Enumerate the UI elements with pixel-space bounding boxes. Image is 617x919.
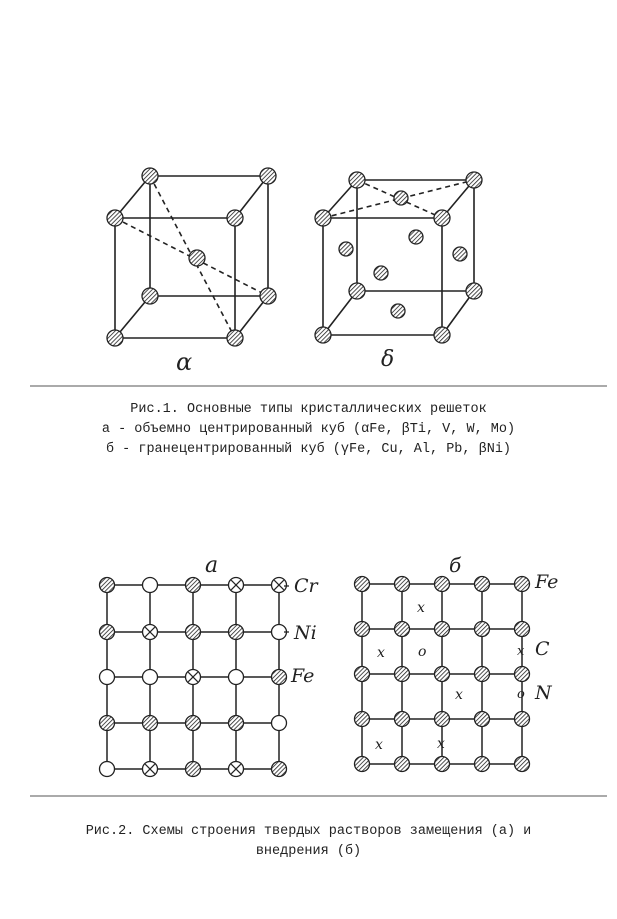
atom-fe bbox=[515, 622, 530, 637]
atom-fe bbox=[435, 667, 450, 682]
atom-fe bbox=[395, 712, 410, 727]
atom-fe bbox=[515, 667, 530, 682]
figure1-caption bbox=[0, 400, 617, 460]
atom-fe bbox=[229, 625, 244, 640]
atom-ni bbox=[143, 578, 158, 593]
interstitial-c-mark: x bbox=[517, 644, 525, 659]
grid-a-label-cr: Cr bbox=[294, 575, 318, 597]
atom-ni bbox=[229, 670, 244, 685]
interstitial-n-mark: o bbox=[418, 644, 427, 660]
atom-ni bbox=[100, 670, 115, 685]
atom-fe bbox=[475, 757, 490, 772]
atom-fe bbox=[515, 757, 530, 772]
interstitial-c-mark: x bbox=[417, 600, 425, 616]
atom-fe bbox=[186, 578, 201, 593]
figure1-caption-line-3: б - гранецентрированный куб (γFe, Cu, Al, Pb, βNi) bbox=[105, 442, 512, 457]
grid-a-label-ni: Ni bbox=[294, 622, 317, 644]
atom-fe bbox=[355, 757, 370, 772]
figure2-label-b: б bbox=[449, 553, 462, 577]
atom-fe bbox=[355, 577, 370, 592]
grid-b-label-c: C bbox=[535, 638, 550, 660]
atom-fe bbox=[100, 716, 115, 731]
atom-fe bbox=[395, 667, 410, 682]
atom-fe bbox=[100, 578, 115, 593]
interstitial-c-mark: x bbox=[455, 687, 463, 703]
atom-fe bbox=[515, 712, 530, 727]
atom-fe bbox=[229, 716, 244, 731]
atom-fe bbox=[435, 712, 450, 727]
atom-fe bbox=[186, 762, 201, 777]
atom-fe bbox=[475, 712, 490, 727]
atom-fe bbox=[272, 670, 287, 685]
fcc-atoms bbox=[315, 172, 482, 343]
figure2-caption-line-2: внедрения (б) bbox=[255, 844, 362, 859]
atom-fe bbox=[186, 716, 201, 731]
grid-b-label-n: N bbox=[535, 682, 552, 704]
interstitial-c-mark: x bbox=[437, 736, 445, 752]
atom-ni bbox=[100, 762, 115, 777]
atom-fe bbox=[435, 622, 450, 637]
atom-fe bbox=[395, 577, 410, 592]
atom-fe bbox=[435, 577, 450, 592]
grid-b-label-fe: Fe bbox=[535, 571, 559, 593]
atom-fe bbox=[100, 625, 115, 640]
atom-fe bbox=[355, 622, 370, 637]
interstitial-n-mark: o bbox=[517, 687, 525, 702]
atom-fe bbox=[475, 577, 490, 592]
atom-fe bbox=[475, 622, 490, 637]
atom-fe bbox=[355, 667, 370, 682]
atom-fe bbox=[355, 712, 370, 727]
interstitial-c-mark: x bbox=[375, 737, 383, 753]
figure1-caption-line-1: Рис.1. Основные типы кристаллических решеток bbox=[130, 402, 487, 417]
atom-fe bbox=[395, 757, 410, 772]
interstitial-c-mark: x bbox=[377, 645, 385, 661]
atom-fe bbox=[143, 716, 158, 731]
grid-a-label-fe: Fe bbox=[291, 665, 315, 687]
figure2-caption bbox=[0, 822, 617, 862]
figure1-label-b: δ bbox=[381, 347, 395, 372]
atom-ni bbox=[143, 670, 158, 685]
atom-fe bbox=[272, 762, 287, 777]
figure2-caption-line-1: Рис.2. Схемы строения твердых растворов замещения (а) и bbox=[85, 824, 532, 839]
figure2-label-a: а bbox=[205, 553, 219, 578]
atom-fe bbox=[395, 622, 410, 637]
atom-ni bbox=[272, 716, 287, 731]
atom-fe bbox=[475, 667, 490, 682]
atom-fe bbox=[515, 577, 530, 592]
atom-fe bbox=[435, 757, 450, 772]
atom-fe bbox=[186, 625, 201, 640]
figure1-caption-line-2: а - объемно центрированный куб (αFe, βTi, V, W, Mo) bbox=[101, 422, 516, 437]
figure1-label-a: α bbox=[176, 348, 193, 376]
